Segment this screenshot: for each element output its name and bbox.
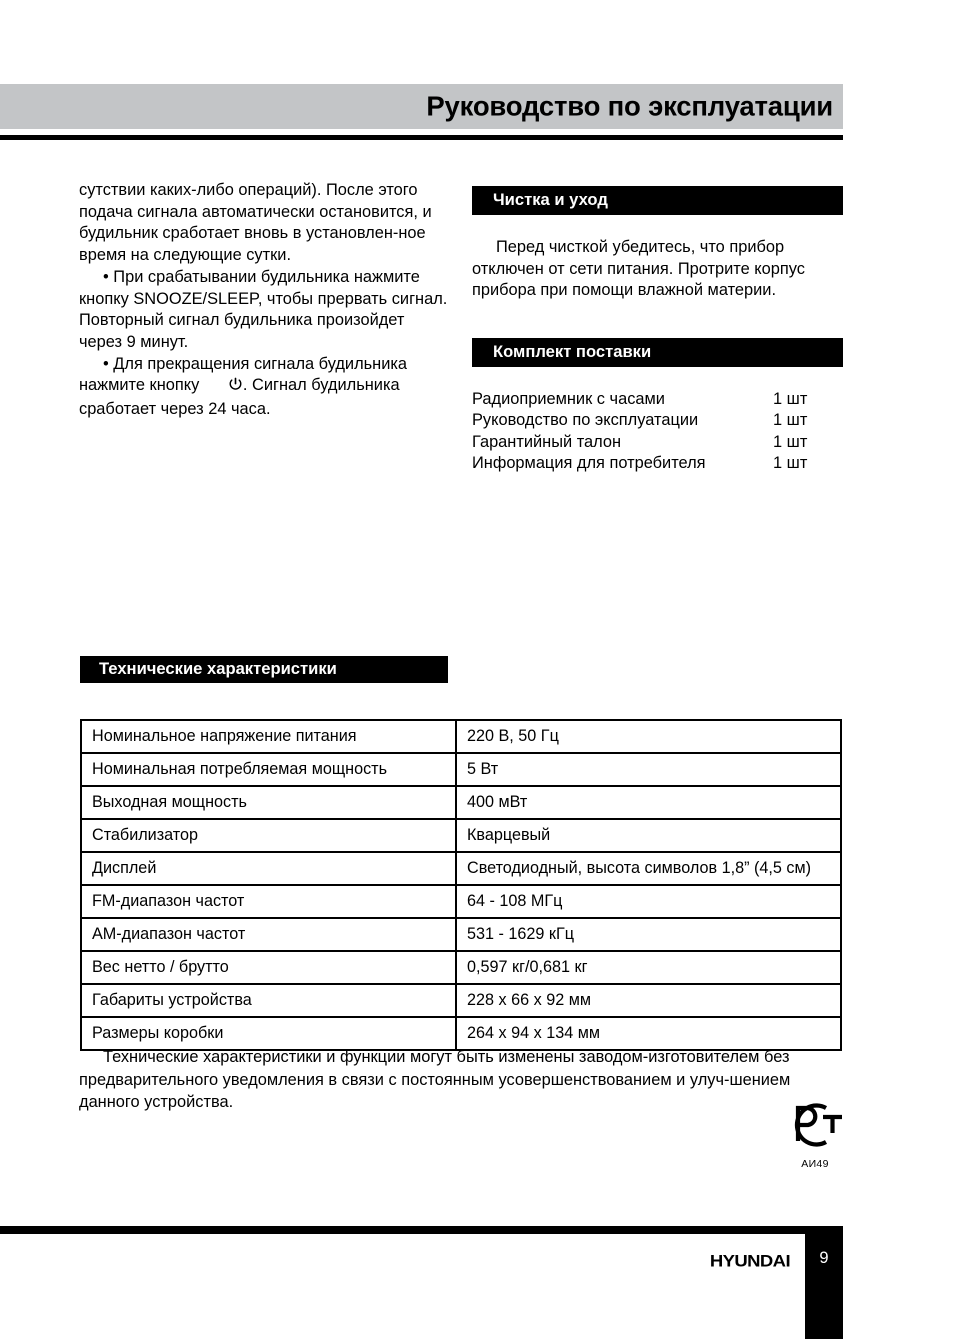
package-item-qty: 1 шт: [773, 390, 808, 409]
specifications-disclaimer: Технические характеристики и функции могут быть изменены заводом-изготовителем без предварительного уведомления в связи с постоянным усовершенствованием и улуч-шением данного устройства.: [79, 1048, 791, 1111]
package-item-qty: 1 шт: [773, 432, 808, 451]
spec-param: Выходная мощность: [81, 786, 456, 819]
table-row: [81, 819, 841, 852]
certification-mark: [779, 1098, 851, 1170]
spec-param: Вес нетто / брутто: [81, 951, 456, 984]
package-item-qty: 1 шт: [773, 454, 808, 472]
spec-param: Стабилизатор: [81, 819, 456, 852]
spec-value: 228 x 66 x 92 мм: [456, 984, 841, 1017]
table-row: [81, 720, 841, 753]
spec-value: 400 мВт: [456, 786, 841, 819]
spec-param: FM-диапазон частот: [81, 885, 456, 918]
table-row: [81, 918, 841, 951]
spec-value: 0,597 кг/0,681 кг: [456, 951, 841, 984]
spec-value: 5 Вт: [456, 753, 841, 786]
package-item-name: Радиоприемник с часами: [472, 390, 665, 409]
specifications-table-body: [81, 720, 841, 1050]
spacer: [472, 367, 843, 389]
table-row: [81, 885, 841, 918]
section-heading-package: Комплект поставки: [472, 338, 843, 367]
table-row: [81, 852, 841, 885]
package-contents-body: [472, 389, 843, 474]
table-row: [81, 951, 841, 984]
left-bullet-snooze: • При срабатывании будильника нажмите кнопку SNOOZE/SLEEP, чтобы прервать сигнал. Повторный сигнал будильника произойдет через 9 минут.: [79, 267, 448, 351]
package-item-qty: 1 шт: [773, 411, 808, 430]
page-number: 9: [819, 1249, 829, 1267]
spacer: [472, 215, 843, 237]
spec-value: Кварцевый: [456, 819, 841, 852]
table-row: [81, 786, 841, 819]
left-column: [79, 180, 449, 421]
spec-value: 64 - 108 МГц: [456, 885, 841, 918]
package-item-name: Руководство по эксплуатации: [472, 411, 699, 430]
spec-value: Светодиодный, высота символов 1,8” (4,5 см): [456, 852, 841, 885]
section-heading-specifications-label: Технические характеристики: [99, 659, 337, 678]
table-row: [472, 432, 843, 453]
spec-value: 531 - 1629 кГц: [456, 918, 841, 951]
spec-param: Номинальное напряжение питания: [81, 720, 456, 753]
power-standby-icon: [204, 377, 243, 399]
page-title: Руководство по эксплуатации: [426, 89, 833, 121]
left-bullet-stop-alarm-suffix: . Сигнал будильника сработает через 24 часа.: [79, 376, 400, 419]
package-contents-table: [472, 389, 843, 474]
page-header-bar: [0, 84, 843, 129]
right-column: [472, 186, 843, 474]
footer-divider-rule: [0, 1226, 843, 1234]
spec-value: 220 В, 50 Гц: [456, 720, 841, 753]
spec-param: АМ-диапазон частот: [81, 918, 456, 951]
left-bullet-stop-alarm-prefix: • Для прекращения сигнала будильника нажмите кнопку: [79, 354, 408, 395]
package-item-name: Информация для потребителя: [472, 454, 706, 472]
package-item-name: Гарантийный талон: [472, 432, 622, 451]
footer-page-block: [805, 1226, 843, 1339]
specifications-table: [80, 719, 842, 1051]
left-paragraph-continued: сутствии каких-либо операций). После этого подача сигнала автоматически остановится, и будильник сработает вновь в установлен-ное время на следующие сутки.: [79, 181, 432, 265]
certification-code: АИ49: [801, 1158, 829, 1170]
section-heading-cleaning: Чистка и уход: [472, 186, 843, 215]
spec-param: Номинальная потребляемая мощность: [81, 753, 456, 786]
spec-value: 264 x 94 x 134 мм: [456, 1017, 841, 1050]
section-heading-specifications: [80, 656, 448, 683]
spacer: [472, 302, 843, 338]
cleaning-paragraph: Перед чисткой убедитесь, что прибор отключен от сети питания. Протрите корпус прибора при помощи влажной материи.: [472, 238, 805, 300]
table-row: [81, 984, 841, 1017]
table-row: [472, 410, 843, 431]
table-row: [81, 753, 841, 786]
spec-param: Размеры коробки: [81, 1017, 456, 1050]
table-row: [472, 389, 843, 410]
rst-gost-certification-icon: [782, 1139, 848, 1156]
header-divider-rule: [0, 135, 843, 140]
table-row: [472, 453, 843, 474]
brand-logo: HYUNDAI: [709, 1250, 790, 1271]
spec-param: Дисплей: [81, 852, 456, 885]
spec-param: Габариты устройства: [81, 984, 456, 1017]
left-bullet-stop-alarm: [79, 354, 449, 421]
